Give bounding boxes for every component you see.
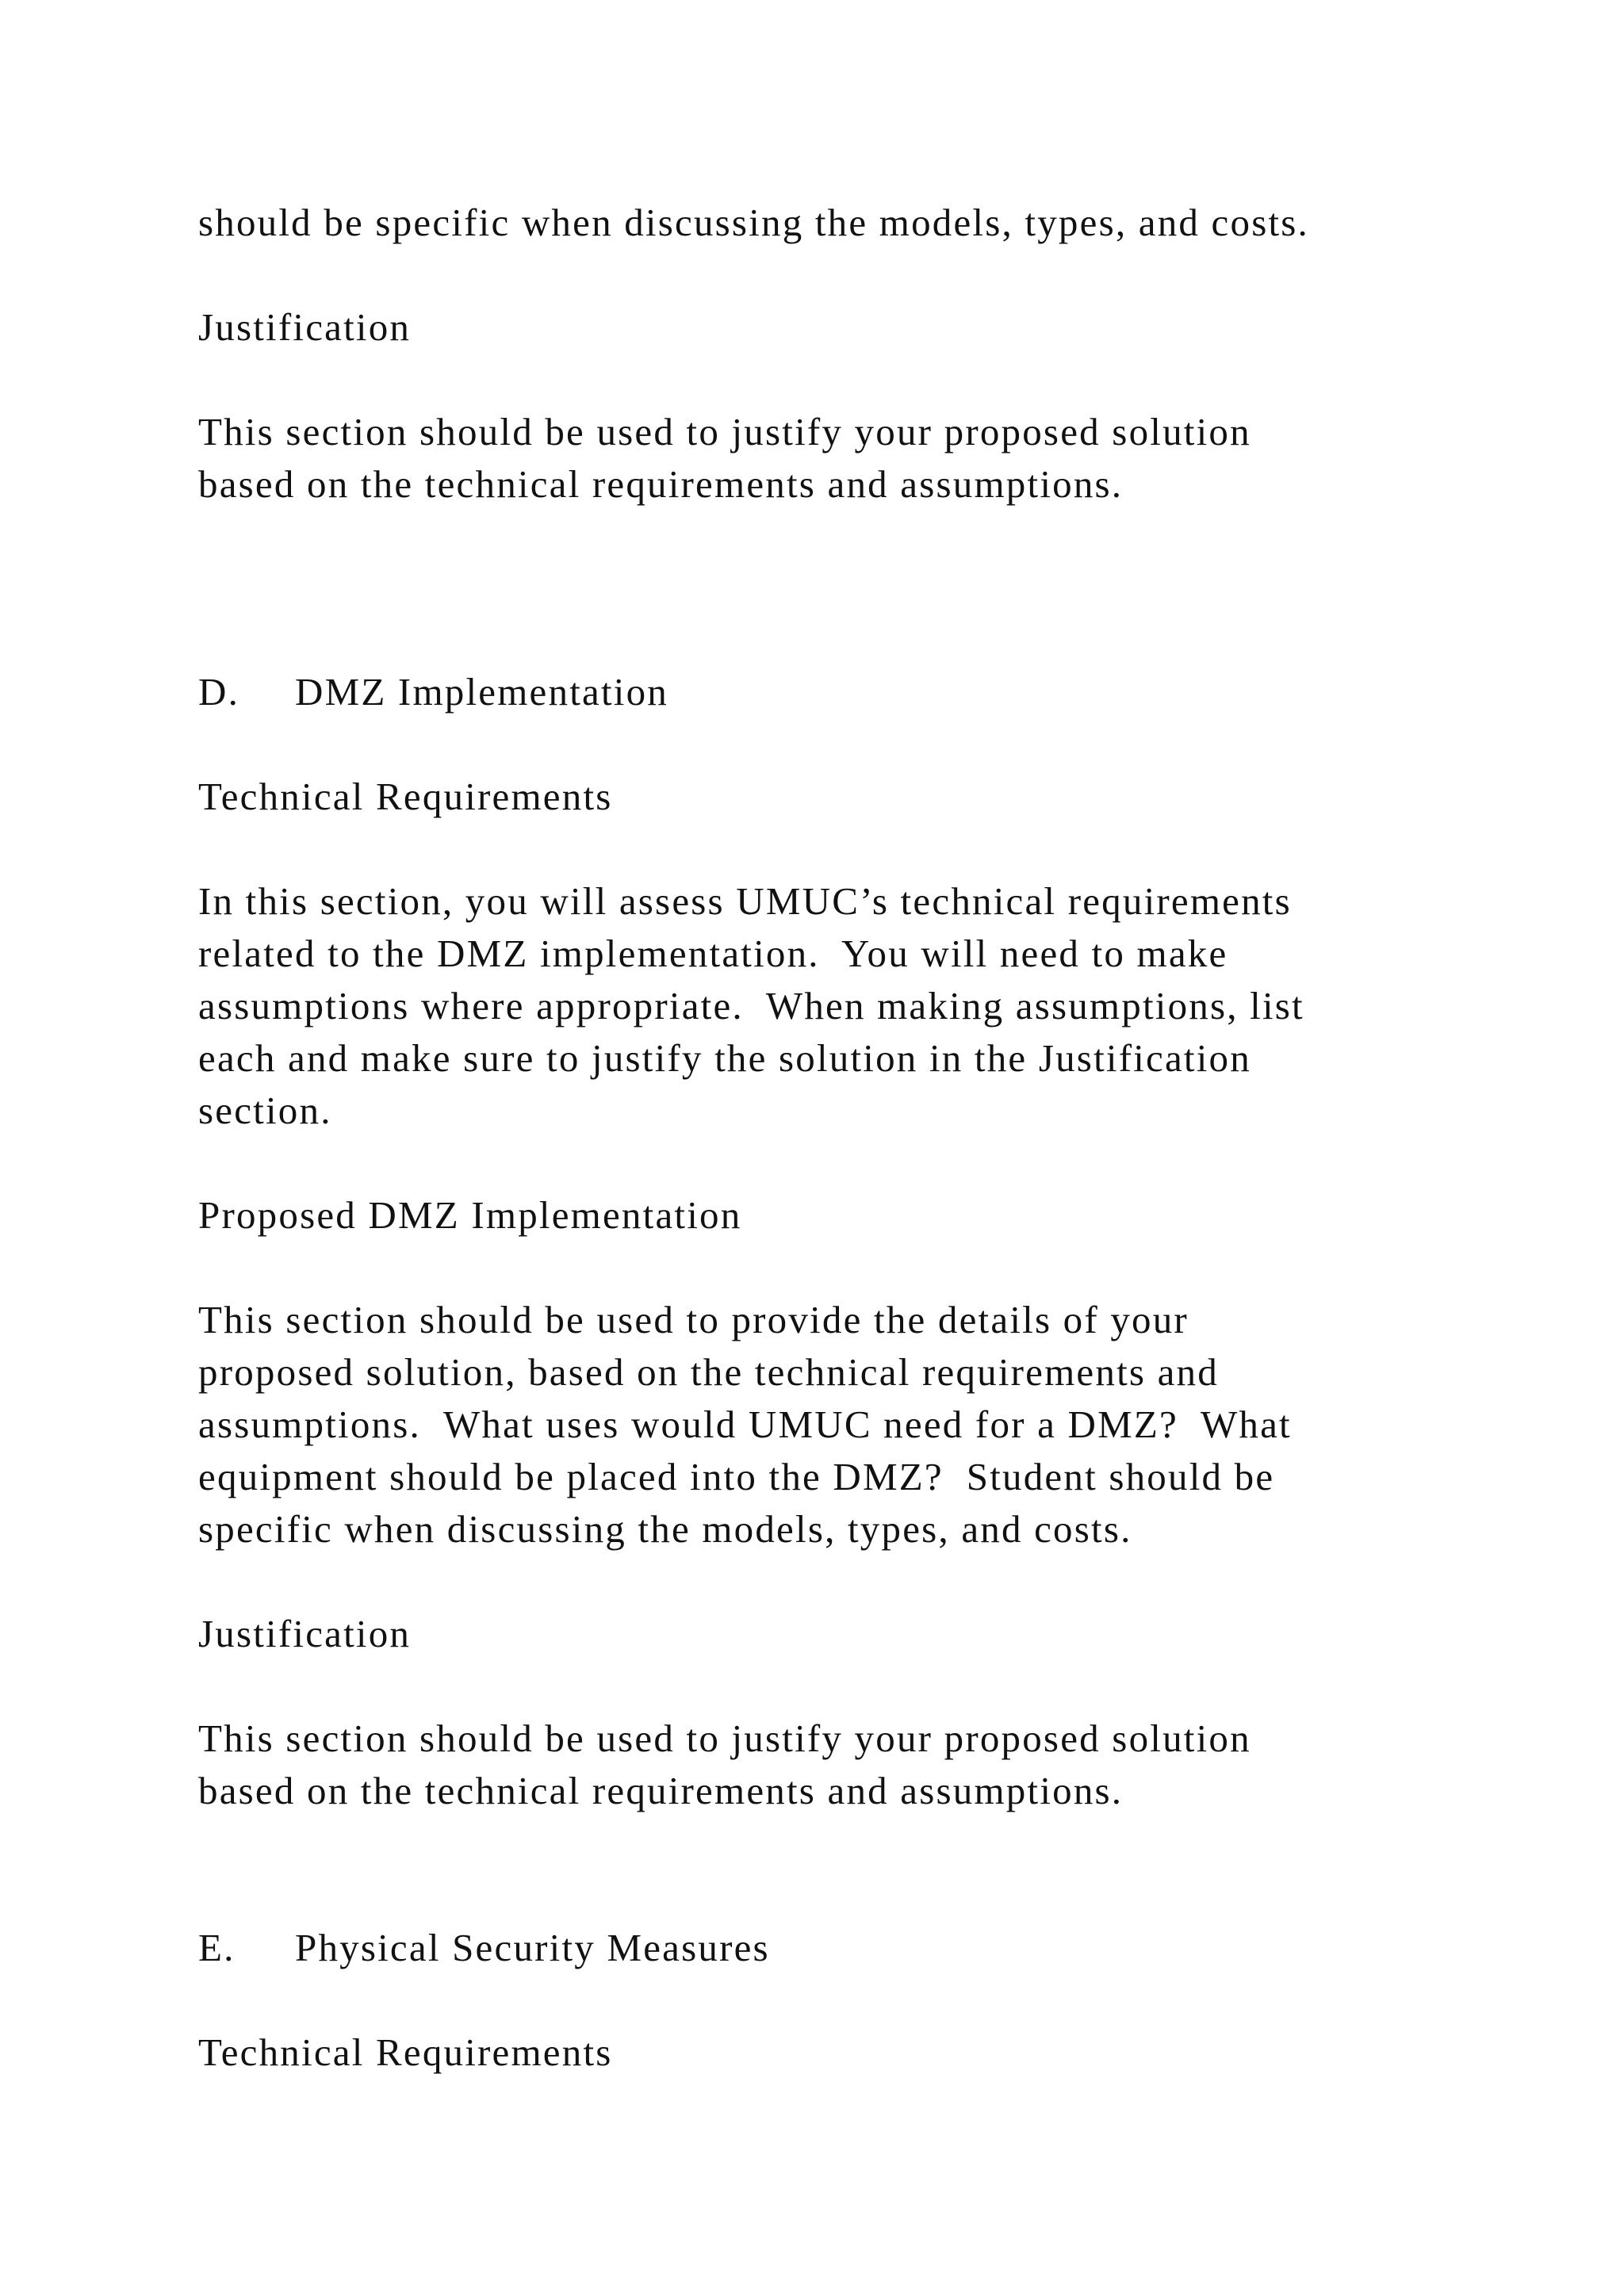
subheading-technical-requirements: Technical Requirements	[198, 775, 613, 818]
paragraph-line: In this section, you will assess UMUC’s technical requirements	[198, 879, 1292, 923]
paragraph-line: based on the technical requirements and assumptions.	[198, 462, 1124, 506]
paragraph-line: related to the DMZ implementation. You will need to make	[198, 932, 1228, 975]
paragraph-line: assumptions where appropriate. When making assumptions, list	[198, 984, 1304, 1027]
paragraph-line: each and make sure to justify the solution in the Justification	[198, 1036, 1251, 1080]
paragraph-line: This section should be used to justify your proposed solution	[198, 1716, 1251, 1760]
paragraph-line: based on the technical requirements and assumptions.	[198, 1769, 1124, 1812]
subheading-proposed-dmz-implementation: Proposed DMZ Implementation	[198, 1193, 742, 1237]
paragraph-line: should be specific when discussing the models, types, and costs.	[198, 201, 1309, 244]
subheading-technical-requirements: Technical Requirements	[198, 2030, 613, 2074]
section-title: Physical Security Measures	[295, 1926, 770, 1969]
paragraph-line: proposed solution, based on the technical requirements and	[198, 1350, 1219, 1394]
subheading-justification: Justification	[198, 1612, 412, 1655]
section-heading-e	[198, 1922, 770, 1974]
subheading-justification: Justification	[198, 305, 412, 349]
paragraph-line: This section should be used to provide the details of your	[198, 1298, 1189, 1341]
section-heading-d	[198, 666, 668, 718]
section-letter: D.	[198, 670, 240, 714]
paragraph-line: specific when discussing the models, types, and costs.	[198, 1507, 1132, 1551]
paragraph-line: equipment should be placed into the DMZ? Student should be	[198, 1455, 1275, 1498]
paragraph-line: section.	[198, 1089, 332, 1132]
section-title: DMZ Implementation	[295, 670, 668, 714]
paragraph-line: This section should be used to justify your proposed solution	[198, 410, 1251, 453]
paragraph-line: assumptions. What uses would UMUC need for a DMZ? What	[198, 1402, 1292, 1446]
section-letter: E.	[198, 1926, 236, 1969]
